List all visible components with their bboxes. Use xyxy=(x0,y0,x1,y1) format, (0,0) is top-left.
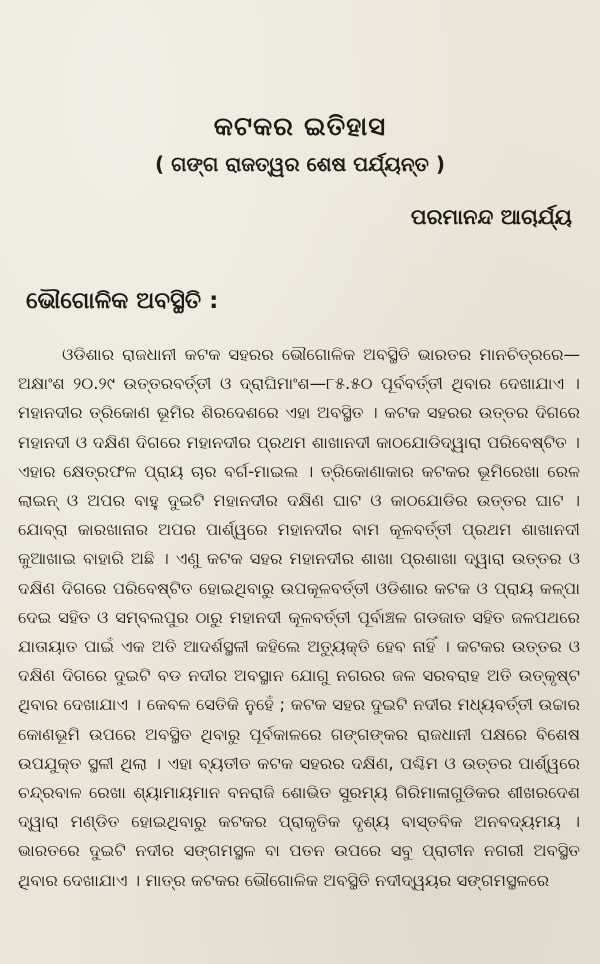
article-subtitle: ( ଗଙ୍ଗ ରାଜତ୍ୱର ଶେଷ ପର୍ଯ୍ୟନ୍ତ ) xyxy=(155,152,445,176)
section-heading: ଭୌଗୋଳିକ ଅବସ୍ଥିତି : xyxy=(26,288,219,314)
body-paragraph: ଓଡିଶାର ରାଜଧାନୀ କଟକ ସହରର ଭୌଗୋଳିକ ଅବସ୍ଥିତି ଭାରତର ମାନଚିତ୍ରରେ— ଅକ୍ଷାଂଶ ୨୦.୨୯ ଉତ୍ତରବର୍ତ୍ତୀ ଓ ଦ୍ରାଘିମାଂଶ—୮୫.୫୦ ପୂର୍ବବର୍ତ୍ତୀ ଥିବାର ଦେଖାଯାଏ । ମହାନଦୀର ତ୍ରିକୋଣ ଭୂମିର ଶିରଦେଶରେ ଏହା ଅବସ୍ଥିତ । କଟକ ସହରର ଉତ୍ତର ଦିଗରେ ମହାନଦୀ ଓ ଦକ୍ଷିଣ ଦିଗରେ ମହାନଦୀର ପ୍ରଥମ ଶାଖାନଦୀ କାଠଯୋଡିଦ୍ୱାରା ପରିବେଷ୍ଟିତ । ଏହାର କ୍ଷେତ୍ରଫଳ ପ୍ରାୟ ଚାର ବର୍ଗ-ମାଇଲ । ତ୍ରିକୋଣାକାର କଟକର ଭୂମିରେଖା ରେଳ ଲାଇନ୍ ଓ ଅପର ବାହୁ ଦୁଇଟି ମହାନଦୀର ଦକ୍ଷିଣ ଘାଟ ଓ କାଠଯୋଡିର ଉତ୍ତର ଘାଟ । ଯୋବ୍ରା କାରଖାନାର ଅପର ପାର୍ଶ୍ୱରେ ମହାନଦୀର ବାମ କୂଳବର୍ତ୍ତୀ ପ୍ରଥମ ଶାଖାନଦୀ କୁଆଖାଇ ବାହାରି ଅଛି । ଏଣୁ କଟକ ସହର ମହାନଦୀର ଶାଖା ପ୍ରଶାଖା ଦ୍ୱାରା ଉତ୍ତର ଓ ଦକ୍ଷିଣ ଦିଗରେ ପରିବେଷ୍ଟିତ ହୋଇଥିବାରୁ ଉପକୂଳବର୍ତ୍ତୀ ଓଡିଶାର କଟକ ଓ ପ୍ରାୟ କଳ୍ପା ଦେଇ ସହିତ ଓ ସମ୍ବଲପୁର ଠାରୁ ମହାନଦୀ କୂଳବର୍ତ୍ତୀ ପୂର୍ବାଞ୍ଚଳ ଗଡଜାତ ସହିତ ଜଳପଥରେ ଯାତାୟାତ ପାଇଁ ଏକ ଅତି ଆଦର୍ଶସ୍ଥଳୀ କହିଲେ ଅତ୍ୟୁକ୍ତି ହେବ ନାହିଁ । କଟକର ଉତ୍ତର ଓ ଦକ୍ଷିଣ ଦିଗରେ ଦୁଇଟି ବଡ ନଦୀର ଅବସ୍ଥାନ ଯୋଗୁ ନଗରର ଜଳ ସରବରାହ ଅତି ଉତ୍କୃଷ୍ଟ ଥିବାର ଦେଖାଯାଏ । କେବଳ ସେତିକି ନୁହେଁ ; କଟକ ସହର ଦୁଇଟି ନଦୀର ମଧ୍ୟବର୍ତ୍ତୀ ଉଚ୍ଚାର କୋଣଭୂମି ଉପରେ ଅବସ୍ଥିତ ଥିବାରୁ ପୂର୍ବକାଳରେ ଗଙ୍ଗଙ୍କର ରାଜଧାନୀ ପକ୍ଷରେ ବିଶେଷ ଉପଯୁକ୍ତ ସ୍ଥଳୀ ଥିଲା । ଏହା ବ୍ୟତୀତ କଟକ ସହରର ଦକ୍ଷିଣ, ପଶ୍ଚିମ ଓ ଉତ୍ତର ପାର୍ଶ୍ୱରେ ଚନ୍ଦ୍ରବାଳ ରେଖା ଶ୍ୟାମାୟମାନ ବନରାଜି ଶୋଭିତ ସୁରମ୍ୟ ଗିରିମାଳାଗୁଡିକର ଶୀଖରଦେଶ ଦ୍ୱାରା ମଣ୍ଡିତ ହୋଇଥିବାରୁ କଟକର ପ୍ରାକୃତିକ ଦୃଶ୍ୟ ବାସ୍ତବିକ ଅନବଦ୍ୟମୟ । ଭାରତରେ ଦୁଇଟି ନଦୀର ସଙ୍ଗମସ୍ଥଳ ବା ପତନ ଉପରେ ସବୁ ପ୍ରାଚୀନ ନଗରୀ ଅବସ୍ଥିତ ଥିବାର ଦେଖାଯାଏ । ମାତ୍ର କଟକର ଭୌଗୋଳିକ ଅବସ୍ଥିତି ନଦୀଦ୍ୱୟର ସଙ୍ଗମସ୍ଥଳରେ xyxy=(18,345,580,890)
author-name: ପରମାନନ୍ଦ ଆଚାର୍ଯ୍ୟ xyxy=(410,205,572,229)
article-title: କଟକର ଇତିହାସ xyxy=(213,112,387,142)
